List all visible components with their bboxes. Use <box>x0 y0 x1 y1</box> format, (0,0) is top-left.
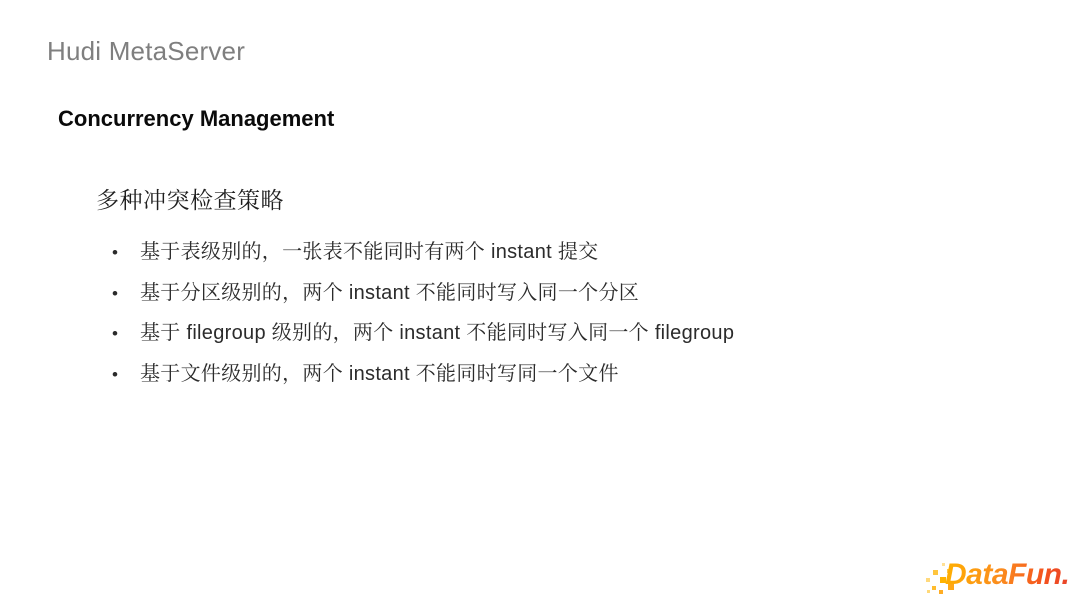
slide-subtitle: Concurrency Management <box>58 106 335 131</box>
logo-text: DataFun. <box>945 558 1070 591</box>
bullet-list <box>112 241 734 403</box>
slide-title: Hudi MetaServer <box>47 36 246 66</box>
section-heading: 多种冲突检查策略 <box>96 187 284 213</box>
bullet-item-partition-level: • 基于分区级别的，两个 instant 不能同时写入同一个分区 <box>112 282 734 305</box>
datafun-logo <box>925 553 1075 601</box>
bullet-item-table-level: • 基于表级别的，一张表不能同时有两个 instant 提交 <box>112 241 734 264</box>
bullet-item-filegroup-level: • 基于 filegroup 级别的，两个 instant 不能同时写入同一个 filegroup <box>112 322 734 345</box>
bullet-item-file-level: • 基于文件级别的，两个 instant 不能同时写同一个文件 <box>112 363 734 386</box>
